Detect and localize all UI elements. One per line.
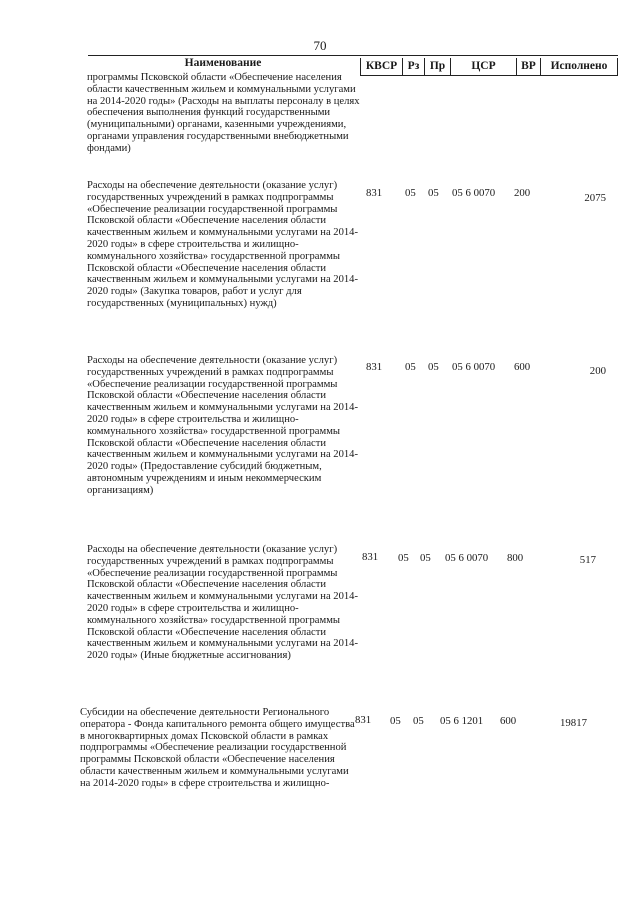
row-pr: 05 — [428, 361, 439, 373]
row-vr: 200 — [514, 187, 531, 199]
header-underline — [360, 75, 618, 76]
table-top-border — [88, 55, 618, 56]
row-name: программы Псковской области «Обеспечение населения области качественным жильем и коммунальными услугами на 2014-2020 годы» (Расходы на выплаты персоналу в целях обеспечения выполнения функций государственными (муниципальными) органами, казенными учреждениями, органами управления государственными внебюджетными фондами) — [87, 72, 360, 154]
header-pr: Пр — [424, 58, 450, 76]
row-csr: 05 6 0070 — [452, 361, 496, 373]
page-number: 70 — [313, 38, 327, 53]
row-executed: 517 — [579, 554, 596, 566]
header-csr: ЦСР — [450, 58, 516, 76]
row-pr: 05 — [413, 715, 424, 727]
row-executed: 200 — [589, 365, 606, 377]
header-kvsr: КВСР — [360, 58, 402, 76]
row-csr: 05 6 0070 — [445, 552, 489, 564]
row-kvsr: 831 — [366, 361, 383, 373]
row-executed: 2075 — [584, 192, 606, 204]
row-name: Расходы на обеспечение деятельности (оказание услуг) государственных учреждений в рамках подпрограммы «Обеспечение реализации государственной программы Псковской области «Обеспечение населения области качественным жильем и коммунальными услугами на 2014-2020 годы» в сфере строительства и жилищно-коммунального хозяйства» государственной программы Псковской области «Обеспечение населения области качественным жильем и коммунальными услугами на 2014-2020 годы» (Закупка товаров, работ и услуг для государственных (муниципальных) нужд) — [87, 180, 359, 309]
row-name: Субсидии на обеспечение деятельности Регионального оператора - Фонда капитального ремонта общего имущества в многоквартирных домах Псковской области в рамках подпрограммы «Обеспечение реализации государственной программы Псковской области «Обеспечение населения области качественным жильем и коммунальными услугами на 2014-2020 годы» в сфере строительства и жилищно- — [80, 707, 355, 789]
row-rz: 05 — [405, 361, 416, 373]
header-vr: ВР — [516, 58, 540, 76]
row-pr: 05 — [420, 552, 431, 564]
row-kvsr: 831 — [366, 187, 383, 199]
row-rz: 05 — [405, 187, 416, 199]
row-name: Расходы на обеспечение деятельности (оказание услуг) государственных учреждений в рамках подпрограммы «Обеспечение реализации государственной программы Псковской области «Обеспечение населения области качественным жильем и коммунальными услугами на 2014-2020 годы» в сфере строительства и жилищно-коммунального хозяйства» государственной программы Псковской области «Обеспечение населения области качественным жильем и коммунальными услугами на 2014-2020 годы» (Иные бюджетные ассигнования) — [87, 544, 359, 662]
header-executed: Исполнено — [540, 58, 618, 76]
row-csr: 05 6 1201 — [440, 715, 484, 727]
row-kvsr: 831 — [355, 714, 372, 726]
row-rz: 05 — [390, 715, 401, 727]
header-rz: Рз — [402, 58, 424, 76]
row-vr: 800 — [507, 552, 524, 564]
row-name: Расходы на обеспечение деятельности (оказание услуг) государственных учреждений в рамках подпрограммы «Обеспечение реализации государственной программы Псковской области «Обеспечение населения области качественным жильем и коммунальными услугами на 2014-2020 годы» в сфере строительства и жилищно-коммунального хозяйства» государственной программы Псковской области «Обеспечение населения области качественным жильем и коммунальными услугами на 2014-2020 годы» (Предоставление субсидий бюджетным, автономным учреждениям и иным некоммерческим организациям) — [87, 355, 359, 496]
row-pr: 05 — [428, 187, 439, 199]
row-vr: 600 — [500, 715, 517, 727]
row-vr: 600 — [514, 361, 531, 373]
row-executed: 19817 — [560, 717, 587, 729]
header-name: Наименование — [184, 57, 262, 69]
row-kvsr: 831 — [362, 551, 379, 563]
row-rz: 05 — [398, 552, 409, 564]
row-csr: 05 6 0070 — [452, 187, 496, 199]
